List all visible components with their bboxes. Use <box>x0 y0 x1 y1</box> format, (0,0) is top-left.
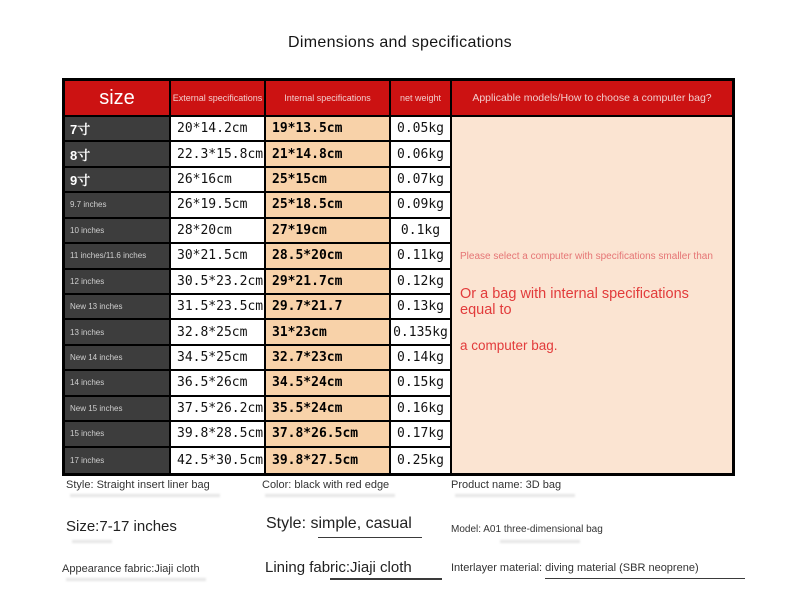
size-cell: 8寸 <box>65 142 171 167</box>
footer-size-range-label: Size:7-17 inches <box>66 518 177 535</box>
net-weight-cell: 0.16kg <box>391 397 452 422</box>
internal-spec-cell: 21*14.8cm <box>266 142 391 167</box>
col-header-external: External specifications <box>171 81 266 117</box>
internal-spec-cell: 29*21.7cm <box>266 270 391 295</box>
net-weight-cell: 0.13kg <box>391 295 452 320</box>
size-cell: 9寸 <box>65 168 171 193</box>
net-weight-cell: 0.15kg <box>391 371 452 396</box>
internal-spec-cell: 32.7*23cm <box>266 346 391 371</box>
net-weight-cell: 0.17kg <box>391 422 452 447</box>
external-spec-cell: 32.8*25cm <box>171 320 266 345</box>
col-header-internal: Internal specifications <box>266 81 391 117</box>
external-spec-cell: 22.3*15.8cm <box>171 142 266 167</box>
size-cell: New 14 inches <box>65 346 171 371</box>
size-cell: 15 inches <box>65 422 171 447</box>
internal-spec-cell: 28.5*20cm <box>266 244 391 269</box>
external-spec-cell: 30*21.5cm <box>171 244 266 269</box>
applicable-note-line: Or a bag with internal specifications equal to <box>460 286 689 318</box>
size-cell: 10 inches <box>65 219 171 244</box>
internal-spec-cell: 29.7*21.7 <box>266 295 391 320</box>
size-cell: 11 inches/11.6 inches <box>65 244 171 269</box>
col-header-size: size <box>65 81 171 117</box>
internal-spec-cell: 39.8*27.5cm <box>266 448 391 473</box>
external-spec-cell: 34.5*25cm <box>171 346 266 371</box>
net-weight-cell: 0.1kg <box>391 219 452 244</box>
external-spec-cell: 28*20cm <box>171 219 266 244</box>
size-cell: 17 inches <box>65 448 171 473</box>
external-spec-cell: 31.5*23.5cm <box>171 295 266 320</box>
net-weight-cell: 0.07kg <box>391 168 452 193</box>
internal-spec-cell: 27*19cm <box>266 219 391 244</box>
underline-mark <box>545 578 745 579</box>
ghost-mark <box>72 540 112 543</box>
col-header-weight: net weight <box>391 81 452 117</box>
net-weight-cell: 0.11kg <box>391 244 452 269</box>
size-cell: New 15 inches <box>65 397 171 422</box>
ghost-mark <box>70 494 220 497</box>
external-spec-cell: 39.8*28.5cm <box>171 422 266 447</box>
size-cell: 14 inches <box>65 371 171 396</box>
footer-model-label: Model: A01 three-dimensional bag <box>451 524 603 535</box>
ghost-mark <box>455 494 575 497</box>
net-weight-cell: 0.135kg <box>391 320 452 345</box>
net-weight-cell: 0.14kg <box>391 346 452 371</box>
external-spec-cell: 26*19.5cm <box>171 193 266 218</box>
size-cell: 7寸 <box>65 117 171 142</box>
ghost-mark <box>66 578 206 581</box>
net-weight-cell: 0.05kg <box>391 117 452 142</box>
applicable-note-line: Please select a computer with specifications smaller than <box>460 251 713 262</box>
external-spec-cell: 37.5*26.2cm <box>171 397 266 422</box>
ghost-mark <box>265 494 395 497</box>
external-spec-cell: 36.5*26cm <box>171 371 266 396</box>
net-weight-cell: 0.12kg <box>391 270 452 295</box>
footer-style-label: Style: Straight insert liner bag <box>66 479 210 491</box>
applicable-models-notes <box>452 117 732 473</box>
internal-spec-cell: 37.8*26.5cm <box>266 422 391 447</box>
spec-table <box>62 78 735 476</box>
external-spec-cell: 20*14.2cm <box>171 117 266 142</box>
internal-spec-cell: 19*13.5cm <box>266 117 391 142</box>
footer-style2-label: Style: simple, casual <box>266 515 412 532</box>
spec-table-grid <box>65 81 452 473</box>
applicable-models-column <box>452 81 732 473</box>
footer-product-name-label: Product name: 3D bag <box>451 479 562 491</box>
internal-spec-cell: 25*15cm <box>266 168 391 193</box>
applicable-note-line: a computer bag. <box>460 338 558 353</box>
underline-mark <box>318 537 422 538</box>
size-cell: 13 inches <box>65 320 171 345</box>
size-cell: 9.7 inches <box>65 193 171 218</box>
underline-mark <box>330 578 442 580</box>
footer-appearance-fabric-label: Appearance fabric:Jiaji cloth <box>62 563 200 575</box>
footer-interlayer-label: Interlayer material: diving material (SBR neoprene) <box>451 562 699 574</box>
internal-spec-cell: 31*23cm <box>266 320 391 345</box>
footer-lining-fabric-label: Lining fabric:Jiaji cloth <box>265 559 412 576</box>
size-cell: New 13 inches <box>65 295 171 320</box>
net-weight-cell: 0.06kg <box>391 142 452 167</box>
internal-spec-cell: 34.5*24cm <box>266 371 391 396</box>
page-title: Dimensions and specifications <box>288 34 512 51</box>
net-weight-cell: 0.25kg <box>391 448 452 473</box>
external-spec-cell: 26*16cm <box>171 168 266 193</box>
footer-color-label: Color: black with red edge <box>262 479 390 491</box>
external-spec-cell: 30.5*23.2cm <box>171 270 266 295</box>
size-cell: 12 inches <box>65 270 171 295</box>
net-weight-cell: 0.09kg <box>391 193 452 218</box>
ghost-mark <box>500 540 580 543</box>
internal-spec-cell: 25*18.5cm <box>266 193 391 218</box>
internal-spec-cell: 35.5*24cm <box>266 397 391 422</box>
external-spec-cell: 42.5*30.5cm <box>171 448 266 473</box>
col-header-applicable: Applicable models/How to choose a computer bag? <box>452 81 732 117</box>
